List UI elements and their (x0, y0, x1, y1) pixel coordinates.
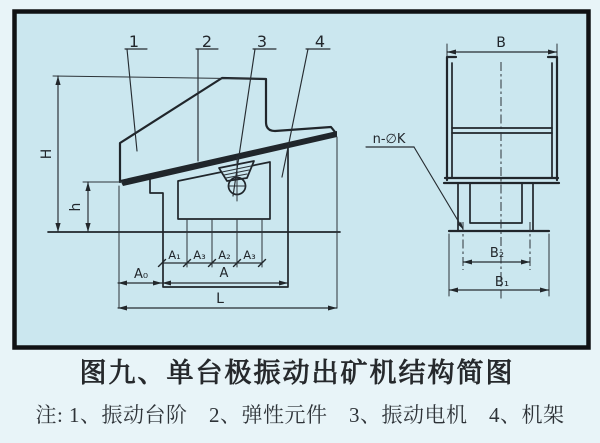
dim-label-A: A (219, 266, 229, 281)
dim-label-holes: n-∅K (372, 132, 406, 147)
callout-1-number: 1 (128, 32, 140, 51)
dim-label-L: L (216, 291, 224, 307)
figure-caption-note: 注: 1、振动台阶 2、弹性元件 3、振动电机 4、机架 (35, 403, 565, 427)
dim-label-B2: B₂ (489, 246, 505, 261)
callout-4-number: 4 (314, 32, 326, 51)
figure-caption-title: 图九、单台极振动出矿机结构简图 (79, 358, 515, 388)
dim-label-A0: A₀ (133, 267, 149, 282)
dim-label-A2: A₂ (218, 248, 231, 262)
dim-label-A3-right: A₃ (243, 248, 256, 262)
callout-3-number: 3 (256, 32, 268, 51)
dim-label-B1: B₁ (494, 275, 510, 290)
dim-label-H: H (39, 148, 55, 160)
dim-label-B: B (496, 35, 506, 51)
dim-label-A1: A₁ (168, 248, 181, 262)
dim-label-h: h (68, 202, 84, 212)
callout-2-number: 2 (201, 32, 213, 51)
dim-label-A3-left: A₃ (193, 248, 206, 262)
diagram-border-frame (15, 12, 589, 348)
